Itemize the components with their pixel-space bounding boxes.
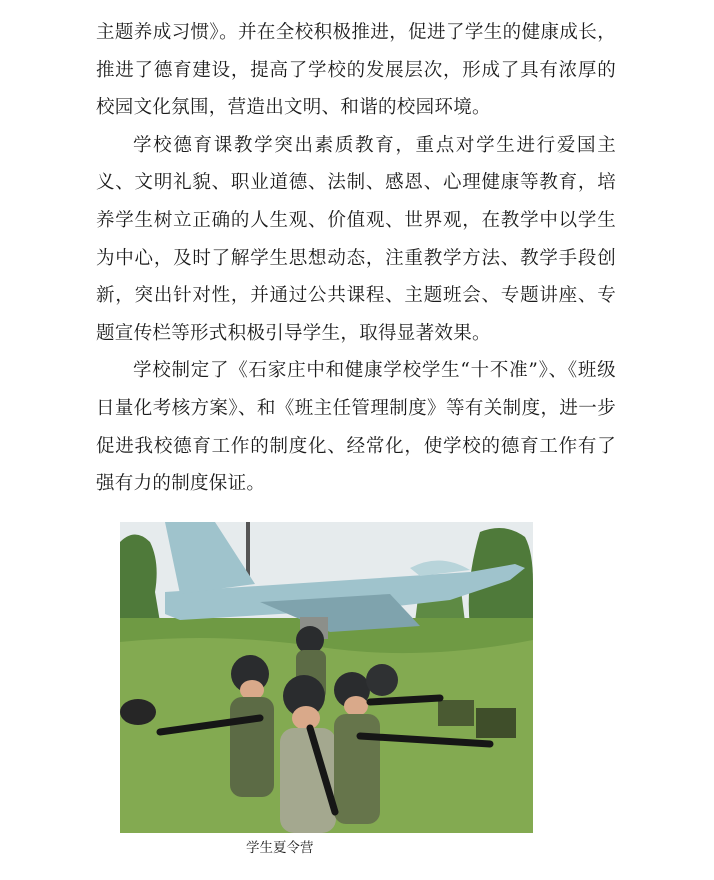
paragraph-continuation: 主题养成习惯》。并在全校积极推进，促进了学生的健康成长，推进了德育建设，提高了学校的发展层次，形成了具有浓厚的校园文化氛围，营造出文明、和谐的校园环境。 bbox=[96, 22, 616, 119]
paragraph-moral-education-courses: 学校德育课教学突出素质教育，重点对学生进行爱国主义、文明礼貌、职业道德、法制、感恩、心理健康等教育，培养学生树立正确的人生观、价值观、世界观，在教学中以学生为中心，及时了解学生思想动态，注重教学方法、教学手段创新，突出针对性，并通过公共课程、主题班会、专题讲座、专题宣传栏等形式积极引导学生，取得显著效果。 bbox=[96, 134, 616, 344]
photo-ammo-box-2 bbox=[476, 708, 516, 738]
photo-part-9 bbox=[344, 696, 368, 716]
photo-caption: 学生夏令营 bbox=[246, 840, 314, 856]
photo-part-6 bbox=[292, 706, 320, 730]
paragraph-school-regulations: 学校制定了《石家庄中和健康学校学生“十不准”》、《班级日量化考核方案》、和《班主任管理制度》等有关制度，进一步促进我校德育工作的制度化、经常化，使学校的德育工作有了强有力的制度保证。 bbox=[96, 360, 616, 495]
photo-part-11 bbox=[366, 664, 398, 696]
summer-camp-photo bbox=[120, 522, 533, 833]
photo-part-0 bbox=[296, 626, 324, 654]
photo-part-4 bbox=[230, 697, 274, 797]
photo-ammo-box-1 bbox=[438, 700, 474, 726]
photo-part-15 bbox=[370, 698, 440, 702]
photo-tire bbox=[120, 699, 156, 725]
body-text bbox=[96, 14, 616, 503]
photo-part-10 bbox=[334, 714, 380, 824]
